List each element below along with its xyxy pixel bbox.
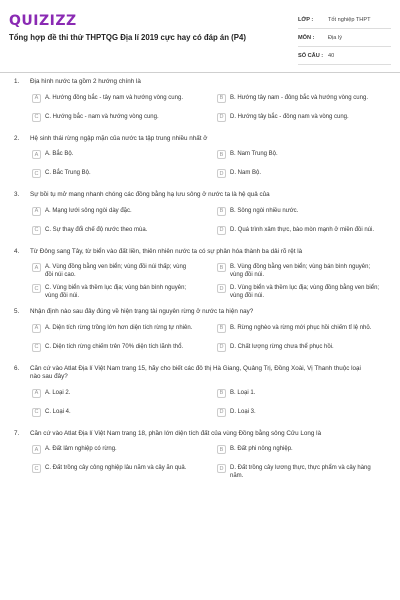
- question-item: [0, 191, 400, 240]
- option-letter: D: [217, 408, 226, 417]
- option-letter: A: [32, 324, 41, 333]
- option-text: B. Sông ngòi nhiều nước.: [230, 207, 299, 214]
- option-letter: C: [32, 284, 41, 293]
- question-text: Căn cứ vào Atlat Địa lí Việt Nam trang 18, phần lớn diện tích đất của vùng Đồng bằng sông Cửu Long là: [30, 429, 322, 437]
- question-number: 3.: [14, 191, 20, 198]
- meta-key: LỚP :: [298, 16, 314, 23]
- option-letter: C: [32, 408, 41, 417]
- option-letter: C: [32, 343, 41, 352]
- question-number: 4.: [14, 247, 20, 255]
- option-text: C. Diện tích rừng chiếm trên 70% diện tích lãnh thổ.: [45, 343, 184, 350]
- option-c[interactable]: [32, 408, 217, 422]
- option-letter: B: [217, 389, 226, 398]
- question-number: 2.: [14, 134, 20, 142]
- question-text: Địa hình nước ta gồm 2 hướng chính là: [30, 78, 141, 85]
- option-letter: C: [32, 169, 41, 178]
- option-d[interactable]: [217, 226, 400, 240]
- option-b[interactable]: [217, 94, 400, 108]
- question-list: [0, 78, 400, 488]
- option-text: B. Nam Trung Bộ.: [230, 151, 278, 157]
- option-a[interactable]: [32, 324, 217, 338]
- option-d[interactable]: [217, 464, 400, 480]
- question-number: 6.: [14, 364, 20, 372]
- option-letter: B: [217, 94, 226, 103]
- option-c[interactable]: [32, 113, 217, 127]
- question-item: [0, 78, 400, 127]
- option-c[interactable]: [32, 343, 217, 357]
- option-text: C. Vùng biển và thềm lục địa; vùng bán bình nguyên; vùng đồi núi.: [45, 285, 187, 299]
- option-text: D. Loại 3.: [230, 408, 256, 415]
- option-d[interactable]: [217, 408, 400, 422]
- question-item: [0, 308, 400, 357]
- option-letter: B: [217, 207, 226, 216]
- option-text: D. Vùng biển và thềm lục địa; vùng đồng bằng ven biển; vùng đồi núi.: [230, 285, 380, 299]
- option-letter: D: [217, 343, 226, 352]
- header: [0, 0, 400, 64]
- page-title: Tổng hợp đề thi thử THPTQG Địa lí 2019 cực hay có đáp án (P4): [9, 33, 246, 42]
- option-text: C. Hướng bắc - nam và hướng vòng cung.: [45, 113, 159, 120]
- option-d[interactable]: [217, 284, 400, 300]
- option-a[interactable]: [32, 207, 217, 221]
- option-b[interactable]: [217, 207, 400, 221]
- divider: [0, 72, 400, 73]
- option-b[interactable]: [217, 150, 400, 164]
- option-letter: D: [217, 169, 226, 178]
- meta-row-count: [298, 47, 391, 65]
- option-c[interactable]: [32, 226, 217, 240]
- meta-key: SỐ CÂU :: [298, 52, 324, 59]
- option-letter: A: [32, 207, 41, 216]
- option-text: A. Loại 2.: [45, 389, 71, 396]
- option-text: C. Đất trồng cây công nghiệp lâu năm và cây ăn quả.: [45, 465, 187, 471]
- option-d[interactable]: [217, 113, 400, 127]
- option-text: A. Bắc Bộ.: [45, 151, 74, 157]
- option-text: B. Loại 1.: [230, 389, 256, 396]
- question-item: [0, 365, 400, 422]
- option-c[interactable]: [32, 464, 217, 480]
- option-text: B. Hướng tây nam - đông bắc và hướng vòng cung.: [230, 94, 368, 101]
- question-number: 1.: [14, 78, 20, 85]
- meta-key: MÔN :: [298, 34, 315, 41]
- question-text: Nhận định nào sau đây đúng về hiện trạng tài nguyên rừng ở nước ta hiện nay?: [30, 308, 254, 315]
- option-letter: D: [217, 464, 226, 473]
- option-d[interactable]: [217, 343, 400, 357]
- option-a[interactable]: [32, 389, 217, 403]
- option-text: B. Vùng đồng bằng ven biển; vùng bán bình nguyên; vùng đồi núi.: [230, 264, 371, 278]
- option-letter: C: [32, 226, 41, 235]
- option-b[interactable]: [217, 389, 400, 403]
- question-item: [0, 430, 400, 481]
- logo: QUIZIZZ: [9, 13, 77, 29]
- question-text: Sự bồi tụ mở mang nhanh chóng các đồng bằng hạ lưu sông ở nước ta là hệ quả của: [30, 191, 270, 198]
- option-b[interactable]: [217, 445, 400, 459]
- meta-value: Địa lý: [328, 34, 342, 41]
- option-letter: B: [217, 263, 226, 272]
- question-item: [0, 248, 400, 301]
- meta-table: [298, 11, 391, 65]
- option-text: C. Bắc Trung Bộ.: [45, 170, 91, 176]
- question-number: 5.: [14, 308, 20, 315]
- option-a[interactable]: [32, 150, 217, 164]
- option-a[interactable]: [32, 445, 217, 459]
- option-letter: A: [32, 263, 41, 272]
- option-letter: B: [217, 324, 226, 333]
- option-letter: A: [32, 389, 41, 398]
- option-text: C. Loại 4.: [45, 408, 71, 415]
- question-text: Từ Đông sang Tây, từ biển vào đất liền, thiên nhiên nước ta có sự phân hóa thành ba dải rõ rệt là: [30, 247, 303, 255]
- option-text: D. Đất trồng cây lương thực, thực phẩm và cây hàng năm.: [230, 465, 371, 479]
- meta-row-subject: [298, 29, 391, 47]
- option-letter: C: [32, 464, 41, 473]
- question-item: [0, 135, 400, 184]
- meta-value: 40: [328, 52, 335, 59]
- option-text: D. Hướng tây bắc - đông nam và vòng cung.: [230, 113, 349, 120]
- option-text: A. Vùng đồng bằng ven biển; vùng đồi núi thấp; vùng đồi núi cao.: [45, 264, 187, 278]
- option-letter: B: [217, 445, 226, 454]
- option-text: D. Quá trình xâm thực, bào mòn mạnh ở miền đồi núi.: [230, 226, 375, 233]
- option-text: A. Mạng lưới sông ngòi dày đặc.: [45, 207, 132, 214]
- option-c[interactable]: [32, 284, 217, 300]
- option-letter: A: [32, 445, 41, 454]
- option-a[interactable]: [32, 94, 217, 108]
- option-a[interactable]: [32, 263, 217, 279]
- question-text: Hệ sinh thái rừng ngập mặn của nước ta tập trung nhiều nhất ở: [30, 134, 208, 142]
- option-letter: D: [217, 226, 226, 235]
- question-text: Căn cứ vào Atlat Địa lí Việt Nam trang 15, hãy cho biết các đô thị Hà Giang, Quảng Trị, Đồng Xoài, Vị Thanh thuộc loại nào sau đây?: [30, 364, 361, 380]
- option-letter: B: [217, 150, 226, 159]
- meta-value: Tốt nghiệp THPT: [328, 16, 371, 23]
- meta-row-class: [298, 11, 391, 29]
- question-number: 7.: [14, 429, 20, 437]
- option-d[interactable]: [217, 169, 400, 183]
- option-text: D. Chất lượng rừng chưa thể phục hồi.: [230, 343, 334, 350]
- option-text: D. Nam Bộ.: [230, 170, 262, 176]
- option-letter: A: [32, 94, 41, 103]
- option-letter: C: [32, 113, 41, 122]
- option-b[interactable]: [217, 263, 400, 279]
- option-text: A. Hướng đông bắc - tây nam và hướng vòng cung.: [45, 94, 183, 101]
- option-letter: A: [32, 150, 41, 159]
- option-text: A. Diện tích rừng trồng lớn hơn diện tích rừng tự nhiên.: [45, 324, 193, 331]
- option-c[interactable]: [32, 169, 217, 183]
- option-text: C. Sự thay đổi chế độ nước theo mùa.: [45, 226, 148, 233]
- option-text: A. Đất lâm nghiệp có rừng.: [45, 446, 117, 452]
- option-text: B. Rừng nghèo và rừng mới phục hồi chiếm tỉ lệ nhỏ.: [230, 324, 372, 331]
- option-text: B. Đất phi nông nghiệp.: [230, 446, 293, 452]
- option-letter: D: [217, 113, 226, 122]
- option-letter: D: [217, 284, 226, 293]
- option-b[interactable]: [217, 324, 400, 338]
